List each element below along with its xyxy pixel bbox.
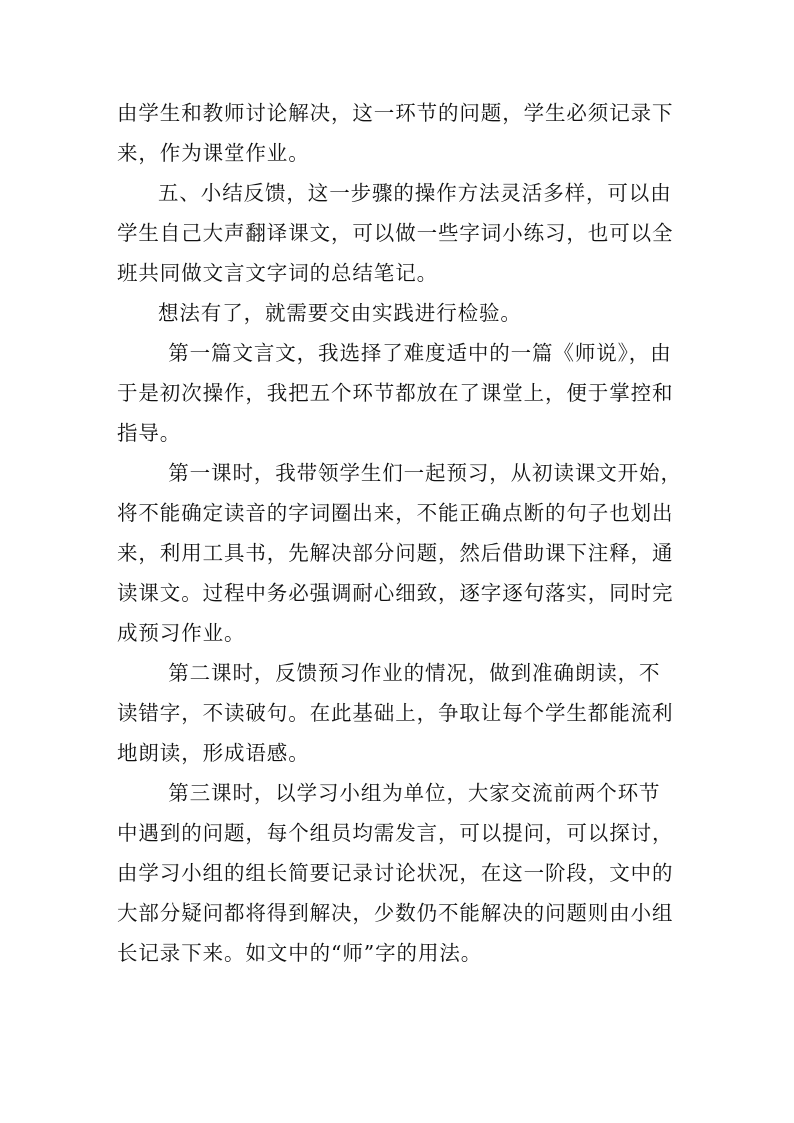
text-line: 第一课时，我带领学生们一起预习，从初读课文开始，	[168, 461, 682, 485]
text-line: 来，作为课堂作业。	[117, 141, 310, 165]
paragraph-6	[117, 653, 677, 773]
text-line: 中遇到的问题，每个组员均需发言，可以提问，可以探讨，	[117, 821, 674, 845]
paragraph-4	[117, 333, 677, 453]
paragraph-7	[117, 773, 677, 973]
text-line: 大部分疑问都将得到解决，少数仍不能解决的问题则由小组	[117, 901, 674, 925]
paragraph-5	[117, 453, 682, 653]
text-line: 于是初次操作，我把五个环节都放在了课堂上，便于掌控和	[117, 381, 674, 405]
text-line: 想法有了，就需要交由实践进行检验。	[158, 301, 522, 325]
text-line: 班共同做文言文字词的总结笔记。	[117, 261, 438, 285]
text-line: 地朗读，形成语感。	[117, 741, 310, 765]
text-line: 第二课时，反馈预习作业的情况，做到准确朗读，不	[168, 661, 661, 685]
text-line: 长记录下来。如文中的“师”字的用法。	[117, 941, 483, 965]
text-line: 来，利用工具书，先解决部分问题，然后借助课下注释，通	[117, 541, 674, 565]
text-line: 第一篇文言文，我选择了难度适中的一篇《师说》，由	[168, 341, 672, 365]
text-line: 由学生和教师讨论解决，这一环节的问题，学生必须记录下	[117, 101, 674, 125]
text-line: 读错字，不读破句。在此基础上，争取让每个学生都能流利	[117, 701, 674, 725]
text-line: 由学习小组的组长简要记录讨论状况，在这一阶段，文中的	[117, 861, 674, 885]
paragraph-3	[117, 293, 677, 333]
text-line: 学生自己大声翻译课文，可以做一些字词小练习，也可以全	[117, 221, 674, 245]
paragraph-2	[117, 173, 677, 293]
text-line: 第三课时，以学习小组为单位，大家交流前两个环节	[168, 781, 661, 805]
body-text	[117, 93, 682, 973]
text-line: 将不能确定读音的字词圈出来，不能正确点断的句子也划出	[117, 501, 674, 525]
text-line: 读课文。过程中务必强调耐心细致，逐字逐句落实，同时完	[117, 581, 674, 605]
paragraph-1	[117, 93, 677, 173]
text-line: 五、小结反馈，这一步骤的操作方法灵活多样，可以由	[158, 181, 672, 205]
text-line: 成预习作业。	[117, 621, 246, 645]
text-line: 指导。	[117, 421, 182, 445]
